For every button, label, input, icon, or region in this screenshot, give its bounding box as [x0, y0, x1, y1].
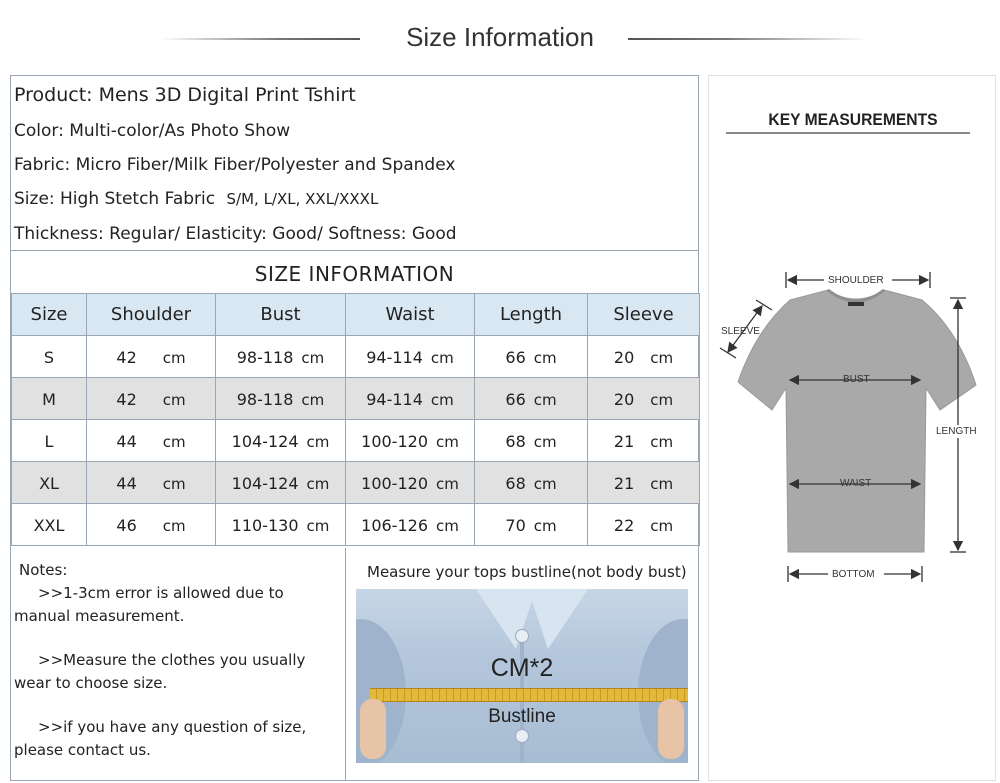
- unit-label: cm: [650, 517, 674, 535]
- waist-value: 100-120: [361, 474, 428, 493]
- unit-label: cm: [650, 391, 674, 409]
- note-2b: wear to choose size.: [14, 674, 168, 692]
- size-table: [11, 293, 700, 546]
- sleeve-value: 20: [613, 390, 635, 409]
- waist-label: WAIST: [840, 478, 872, 489]
- cell-bust: [216, 420, 346, 462]
- shirt-button: [515, 629, 529, 643]
- cell-shoulder: [87, 378, 216, 420]
- unit-label: cm: [430, 391, 454, 409]
- cell-size: [12, 462, 87, 504]
- cell-size: [12, 420, 87, 462]
- unit-label: cm: [533, 475, 557, 493]
- unit-label: cm: [533, 433, 557, 451]
- cell-waist: [346, 378, 475, 420]
- size-value: M: [42, 390, 56, 409]
- cell-bust: [216, 462, 346, 504]
- cell-waist: [346, 462, 475, 504]
- length-label: LENGTH: [936, 426, 977, 437]
- cell-shoulder: [87, 504, 216, 546]
- size-value: XXL: [33, 516, 65, 535]
- bust-value: 104-124: [231, 432, 299, 451]
- divider: [10, 250, 699, 251]
- cell-shoulder: [87, 336, 216, 378]
- thickness-line: Thickness: Regular/ Elasticity: Good/ Softness: Good: [14, 224, 457, 244]
- cm-label: CM*2: [490, 654, 554, 682]
- unit-label: cm: [301, 349, 325, 367]
- unit-label: cm: [436, 475, 459, 493]
- bottom-divider: [345, 548, 346, 781]
- unit-label: cm: [533, 349, 557, 367]
- bust-value: 104-124: [231, 474, 299, 493]
- cell-shoulder: [87, 462, 216, 504]
- unit-label: cm: [306, 433, 330, 451]
- size-line-values: S/M, L/XL, XXL/XXXL: [226, 190, 379, 208]
- col-header-sleeve: Sleeve: [588, 294, 700, 336]
- size-line-label: Size: High Stetch Fabric: [14, 189, 216, 209]
- sleeve-value: 21: [613, 432, 635, 451]
- measuring-tape: [370, 688, 688, 702]
- table-header-row: [12, 294, 700, 336]
- header-rule-right: [628, 38, 868, 40]
- shoulder-value: 44: [116, 432, 137, 451]
- cell-size: [12, 336, 87, 378]
- table-row: [12, 420, 700, 462]
- bust-value: 98-118: [236, 348, 294, 367]
- cell-length: [475, 378, 588, 420]
- unit-label: cm: [162, 517, 186, 535]
- shoulder-value: 46: [116, 516, 137, 535]
- unit-label: cm: [436, 517, 459, 535]
- cell-length: [475, 504, 588, 546]
- col-header-waist: Waist: [346, 294, 475, 336]
- length-value: 66: [505, 348, 526, 367]
- photo-caption: Measure your tops bustline(not body bust): [367, 563, 687, 581]
- unit-label: cm: [533, 517, 557, 535]
- size-value: XL: [39, 474, 59, 493]
- unit-label: cm: [650, 349, 674, 367]
- cell-length: [475, 336, 588, 378]
- product-line: Product: Mens 3D Digital Print Tshirt: [14, 84, 356, 106]
- size-table-title: SIZE INFORMATION: [254, 262, 455, 286]
- shirt-button: [515, 729, 529, 743]
- unit-label: cm: [162, 391, 186, 409]
- tshirt-tag: [848, 302, 864, 306]
- key-measurements-rule: [726, 132, 970, 134]
- sleeve-tick-bottom: [720, 348, 736, 358]
- cell-sleeve: [588, 378, 700, 420]
- cell-waist: [346, 336, 475, 378]
- cell-length: [475, 420, 588, 462]
- fabric-line: Fabric: Micro Fiber/Milk Fiber/Polyester and Spandex: [14, 155, 456, 175]
- note-3a: >>if you have any question of size,: [38, 718, 307, 736]
- size-line: [14, 189, 378, 209]
- unit-label: cm: [650, 475, 674, 493]
- unit-label: cm: [162, 475, 186, 493]
- unit-label: cm: [436, 433, 459, 451]
- col-header-size: Size: [12, 294, 87, 336]
- length-value: 70: [505, 516, 526, 535]
- length-value: 66: [505, 390, 526, 409]
- table-row: [12, 462, 700, 504]
- unit-label: cm: [301, 391, 325, 409]
- key-measurements-title: KEY MEASUREMENTS: [768, 110, 938, 129]
- sleeve-value: 22: [613, 516, 635, 535]
- shoulder-value: 44: [116, 474, 137, 493]
- waist-value: 106-126: [361, 516, 428, 535]
- cell-shoulder: [87, 420, 216, 462]
- color-line: Color: Multi-color/As Photo Show: [14, 121, 291, 141]
- bust-value: 110-130: [231, 516, 299, 535]
- tshirt-shape: [738, 290, 976, 552]
- cell-size: [12, 504, 87, 546]
- collar-right: [528, 589, 588, 649]
- unit-label: cm: [533, 391, 557, 409]
- col-header-shoulder: Shoulder: [87, 294, 216, 336]
- unit-label: cm: [162, 349, 186, 367]
- note-1a: >>1-3cm error is allowed due to: [38, 584, 284, 602]
- cell-sleeve: [588, 420, 700, 462]
- note-3b: please contact us.: [14, 741, 151, 759]
- notes-title: Notes:: [19, 561, 68, 579]
- note-1b: manual measurement.: [14, 607, 185, 625]
- sleeve-tick-top: [756, 300, 772, 310]
- notes: [14, 559, 306, 762]
- waist-value: 100-120: [361, 432, 428, 451]
- size-value: L: [44, 432, 54, 451]
- sleeve-value: 20: [613, 348, 635, 367]
- cell-sleeve: [588, 504, 700, 546]
- shoulder-label: SHOULDER: [828, 275, 884, 286]
- shoulder-value: 42: [116, 390, 137, 409]
- waist-value: 94-114: [366, 390, 423, 409]
- cell-bust: [216, 504, 346, 546]
- cell-size: [12, 378, 87, 420]
- waist-value: 94-114: [366, 348, 423, 367]
- unit-label: cm: [306, 517, 330, 535]
- bustline-label: Bustline: [488, 706, 556, 727]
- note-2a: >>Measure the clothes you usually: [38, 651, 306, 669]
- col-header-length: Length: [475, 294, 588, 336]
- bust-value: 98-118: [236, 390, 294, 409]
- cell-bust: [216, 336, 346, 378]
- length-value: 68: [505, 432, 526, 451]
- length-value: 68: [505, 474, 526, 493]
- table-row: [12, 378, 700, 420]
- sleeve-value: 21: [613, 474, 635, 493]
- sleeve-label: SLEEVE: [721, 326, 760, 337]
- cell-sleeve: [588, 462, 700, 504]
- shoulder-value: 42: [116, 348, 137, 367]
- cell-bust: [216, 378, 346, 420]
- cell-waist: [346, 504, 475, 546]
- unit-label: cm: [650, 433, 674, 451]
- table-row: [12, 504, 700, 546]
- table-row: [12, 336, 700, 378]
- bustline-photo: [356, 589, 688, 763]
- cell-sleeve: [588, 336, 700, 378]
- col-header-bust: Bust: [216, 294, 346, 336]
- unit-label: cm: [162, 433, 186, 451]
- tshirt-diagram: [708, 260, 996, 590]
- cell-waist: [346, 420, 475, 462]
- page-title: Size Information: [406, 22, 594, 52]
- size-value: S: [43, 348, 55, 367]
- bust-label: BUST: [843, 374, 870, 385]
- unit-label: cm: [306, 475, 330, 493]
- bottom-label: BOTTOM: [832, 569, 875, 580]
- cell-length: [475, 462, 588, 504]
- unit-label: cm: [430, 349, 454, 367]
